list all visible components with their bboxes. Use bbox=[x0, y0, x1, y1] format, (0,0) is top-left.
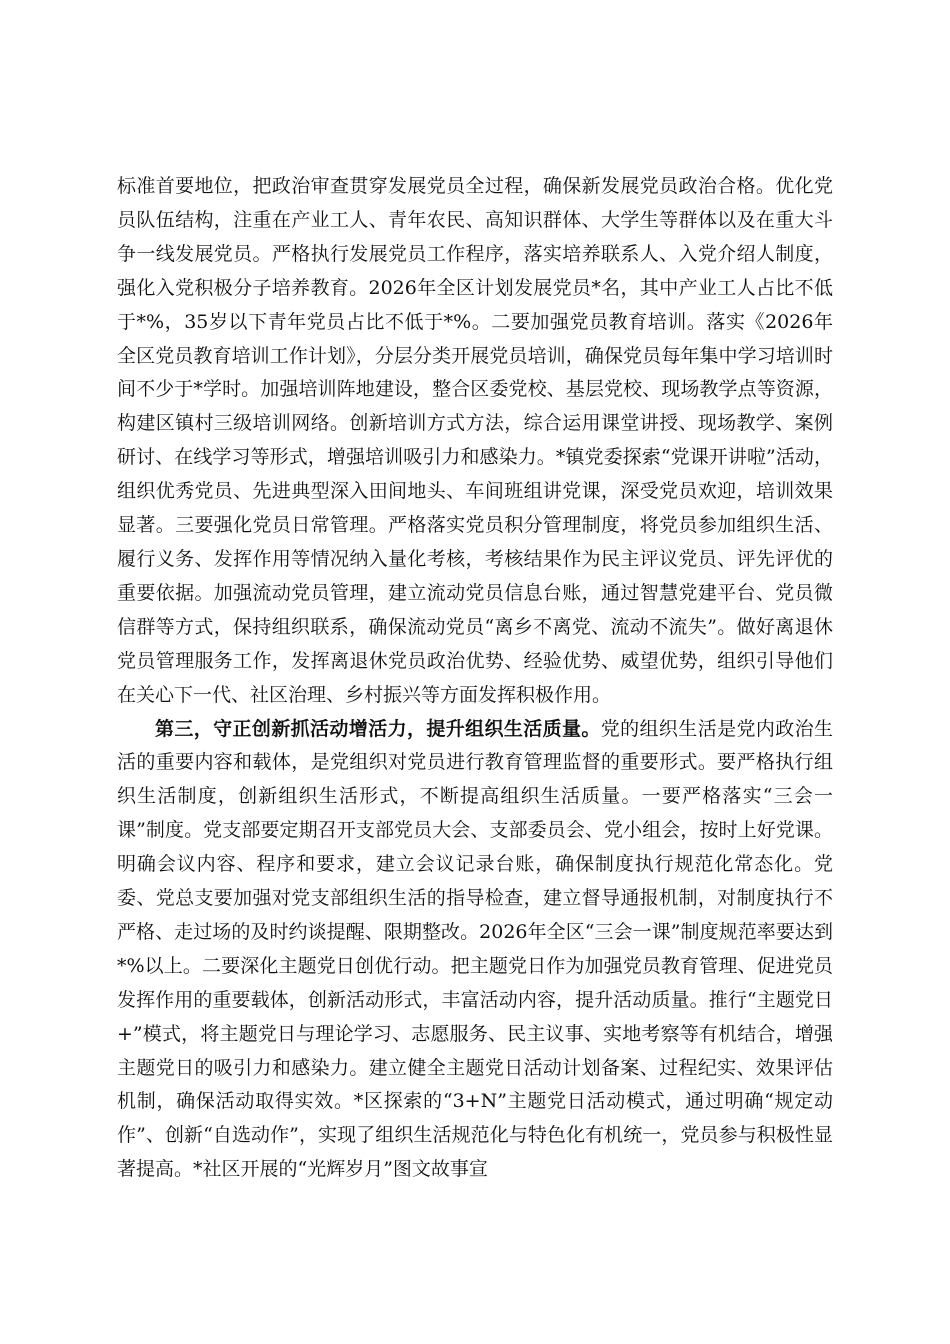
document-body bbox=[117, 170, 833, 1187]
section-heading: 第三，守正创新抓活动增活力，提升组织生活质量。 bbox=[155, 717, 601, 740]
body-paragraph bbox=[117, 713, 833, 1188]
paragraph-text: 党的组织生活是党内政治生活的重要内容和载体，是党组织对党员进行教育管理监督的重要形式。要严格执行组织生活制度，创新组织生活形式，不断提高组织生活质量。一要严格落实“三会一课”制度。党支部要定期召开支部党员大会、支部委员会、党小组会，按时上好党课。明确会议内容、程序和要求，建立会议记录台账，确保制度执行规范化常态化。党委、党总支要加强对党支部组织生活的指导检查，建立督导通报机制，对制度执行不严格、走过场的及时约谈提醒、限期整改。2026年全区“三会一课”制度规范率要达到*%以上。二要深化主题党日创优行动。把主题党日作为加强党员教育管理、促进党员发挥作用的重要载体，创新活动形式，丰富活动内容，提升活动质量。推行“主题党日+”模式，将主题党日与理论学习、志愿服务、民主议事、实地考察等有机结合，增强主题党日的吸引力和感染力。建立健全主题党日活动计划备案、过程纪实、效果评估机制，确保活动取得实效。*区探索的“3+N”主题党日活动模式，通过明确“规定动作”、创新“自选动作”，实现了组织生活规范化与特色化有机统一，党员参与积极性显著提高。*社区开展的“光辉岁月”图文故事宣 bbox=[117, 717, 833, 1181]
body-paragraph: 标准首要地位，把政治审查贯穿发展党员全过程，确保新发展党员政治合格。优化党员队伍结构，注重在产业工人、青年农民、高知识群体、大学生等群体以及在重大斗争一线发展党员。严格执行发展党员工作程序，落实培养联系人、入党介绍人制度，强化入党积极分子培养教育。2026年全区计划发展党员*名，其中产业工人占比不低于*%，35岁以下青年党员占比不低于*%。二要加强党员教育培训。落实《2026年全区党员教育培训工作计划》，分层分类开展党员培训，确保党员每年集中学习培训时间不少于*学时。加强培训阵地建设，整合区委党校、基层党校、现场教学点等资源，构建区镇村三级培训网络。创新培训方式方法，综合运用课堂讲授、现场教学、案例研讨、在线学习等形式，增强培训吸引力和感染力。*镇党委探索“党课开讲啦”活动，组织优秀党员、先进典型深入田间地头、车间班组讲党课，深受党员欢迎，培训效果显著。三要强化党员日常管理。严格落实党员积分管理制度，将党员参加组织生活、履行义务、发挥作用等情况纳入量化考核，考核结果作为民主评议党员、评先评优的重要依据。加强流动党员管理，建立流动党员信息台账，通过智慧党建平台、党员微信群等方式，保持组织联系，确保流动党员“离乡不离党、流动不流失”。做好离退休党员管理服务工作，发挥离退休党员政治优势、经验优势、威望优势，组织引导他们在关心下一代、社区治理、乡村振兴等方面发挥积极作用。 bbox=[117, 175, 833, 706]
